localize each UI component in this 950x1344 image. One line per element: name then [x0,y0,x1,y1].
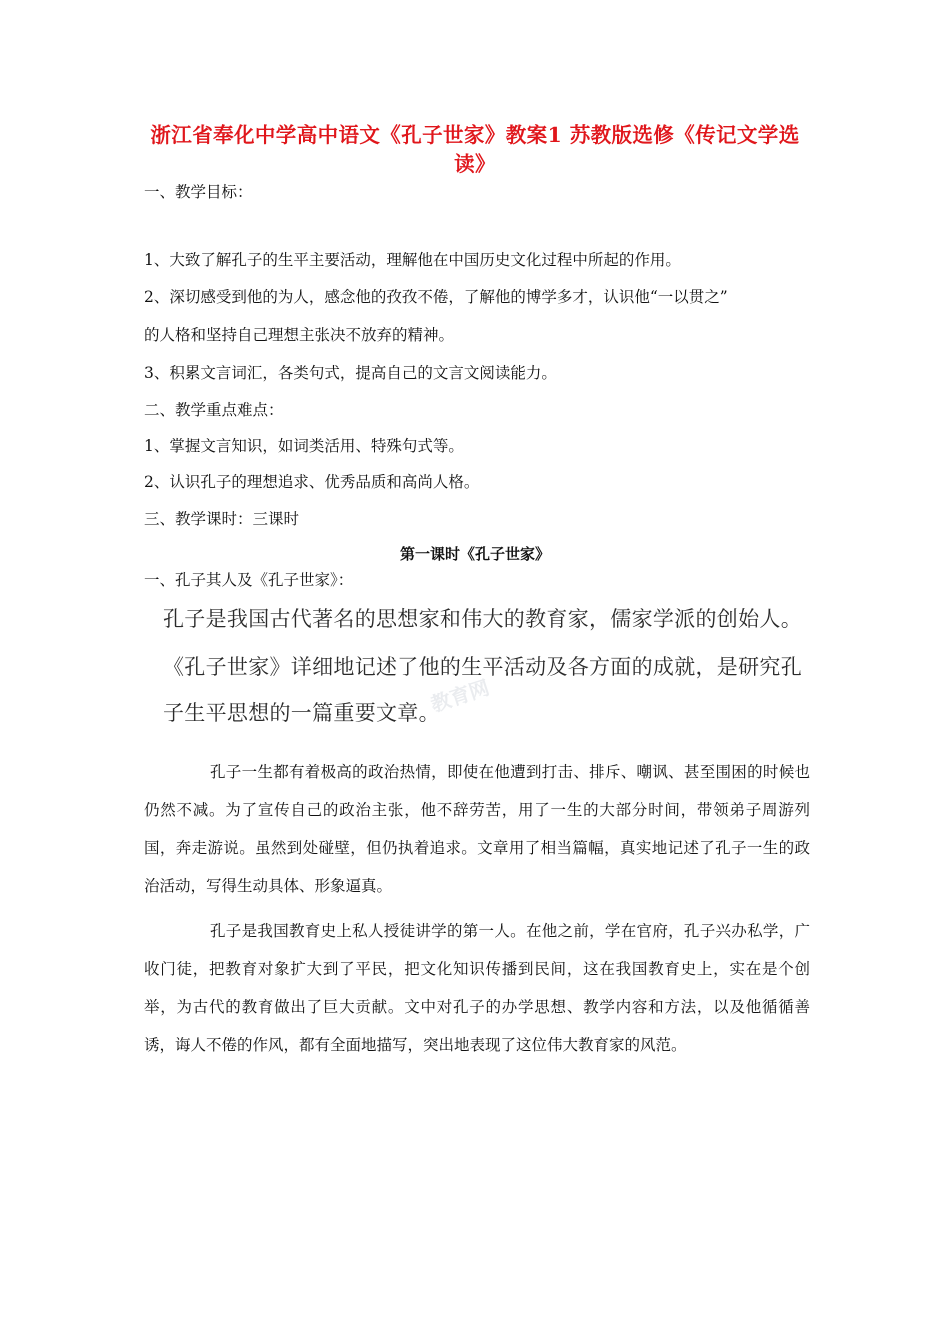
goal-item: 3、积累文言词汇，各类句式，提高自己的文言文阅读能力。 [144,364,557,382]
document-title: 浙江省奉化中学高中语文《孔子世家》教案1 苏教版选修《传记文学选读》 [150,123,800,176]
class-hours: 三、教学课时：三课时 [144,510,300,528]
goals-heading: 一、教学目标： [144,183,253,201]
key-point-item: 2、认识孔子的理想追求、优秀品质和高尚人格。 [144,473,480,491]
key-point-item: 1、掌握文言知识，如词类活用、特殊句式等。 [144,437,464,455]
image-text-line: 子生平思想的一篇重要文章。 [163,701,440,725]
goal-item: 2、深切感受到他的为人，感念他的孜孜不倦，了解他的博学多才，认识他“一以贯之” [144,288,728,306]
image-text-line: 《孔子世家》详细地记述了他的生平活动及各方面的成就，是研究孔 [163,655,802,679]
body-paragraph: 孔子是我国教育史上私人授徒讲学的第一人。在他之前，学在官府，孔子兴办私学，广收门徒，把教育对象扩大到了平民，把文化知识传播到民间，这在我国教育史上，实在是个创举，为古代的教育做出了巨大贡献。文中对孔子的办学思想、教学内容和方法，以及他循循善诱，诲人不倦的作风，都有全面地描写，突出地表现了这位伟大教育家的风范。 [144,922,810,1054]
section-heading: 一、孔子其人及《孔子世家》： [144,571,354,589]
body-paragraph: 孔子一生都有着极高的政治热情，即使在他遭到打击、排斥、嘲讽、甚至围困的时候也仍然不减。为了宣传自己的政治主张，他不辞劳苦，用了一生的大部分时间，带领弟子周游列国，奔走游说。虽然到处碰壁，但仍执着追求。文章用了相当篇幅，真实地记述了孔子一生的政治活动，写得生动具体、形象逼真。 [144,763,810,895]
goal-item: 1、大致了解孔子的生平主要活动，理解他在中国历史文化过程中所起的作用。 [144,251,681,269]
lesson-title: 第一课时《孔子世家》 [399,545,550,563]
key-points-heading: 二、教学重点难点： [144,401,284,419]
watermark: 教育网 [427,675,493,717]
goal-item-continued: 的人格和坚持自己理想主张决不放弃的精神。 [144,326,455,344]
image-text-line: 孔子是我国古代著名的思想家和伟大的教育家，儒家学派的创始人。 [163,607,802,631]
